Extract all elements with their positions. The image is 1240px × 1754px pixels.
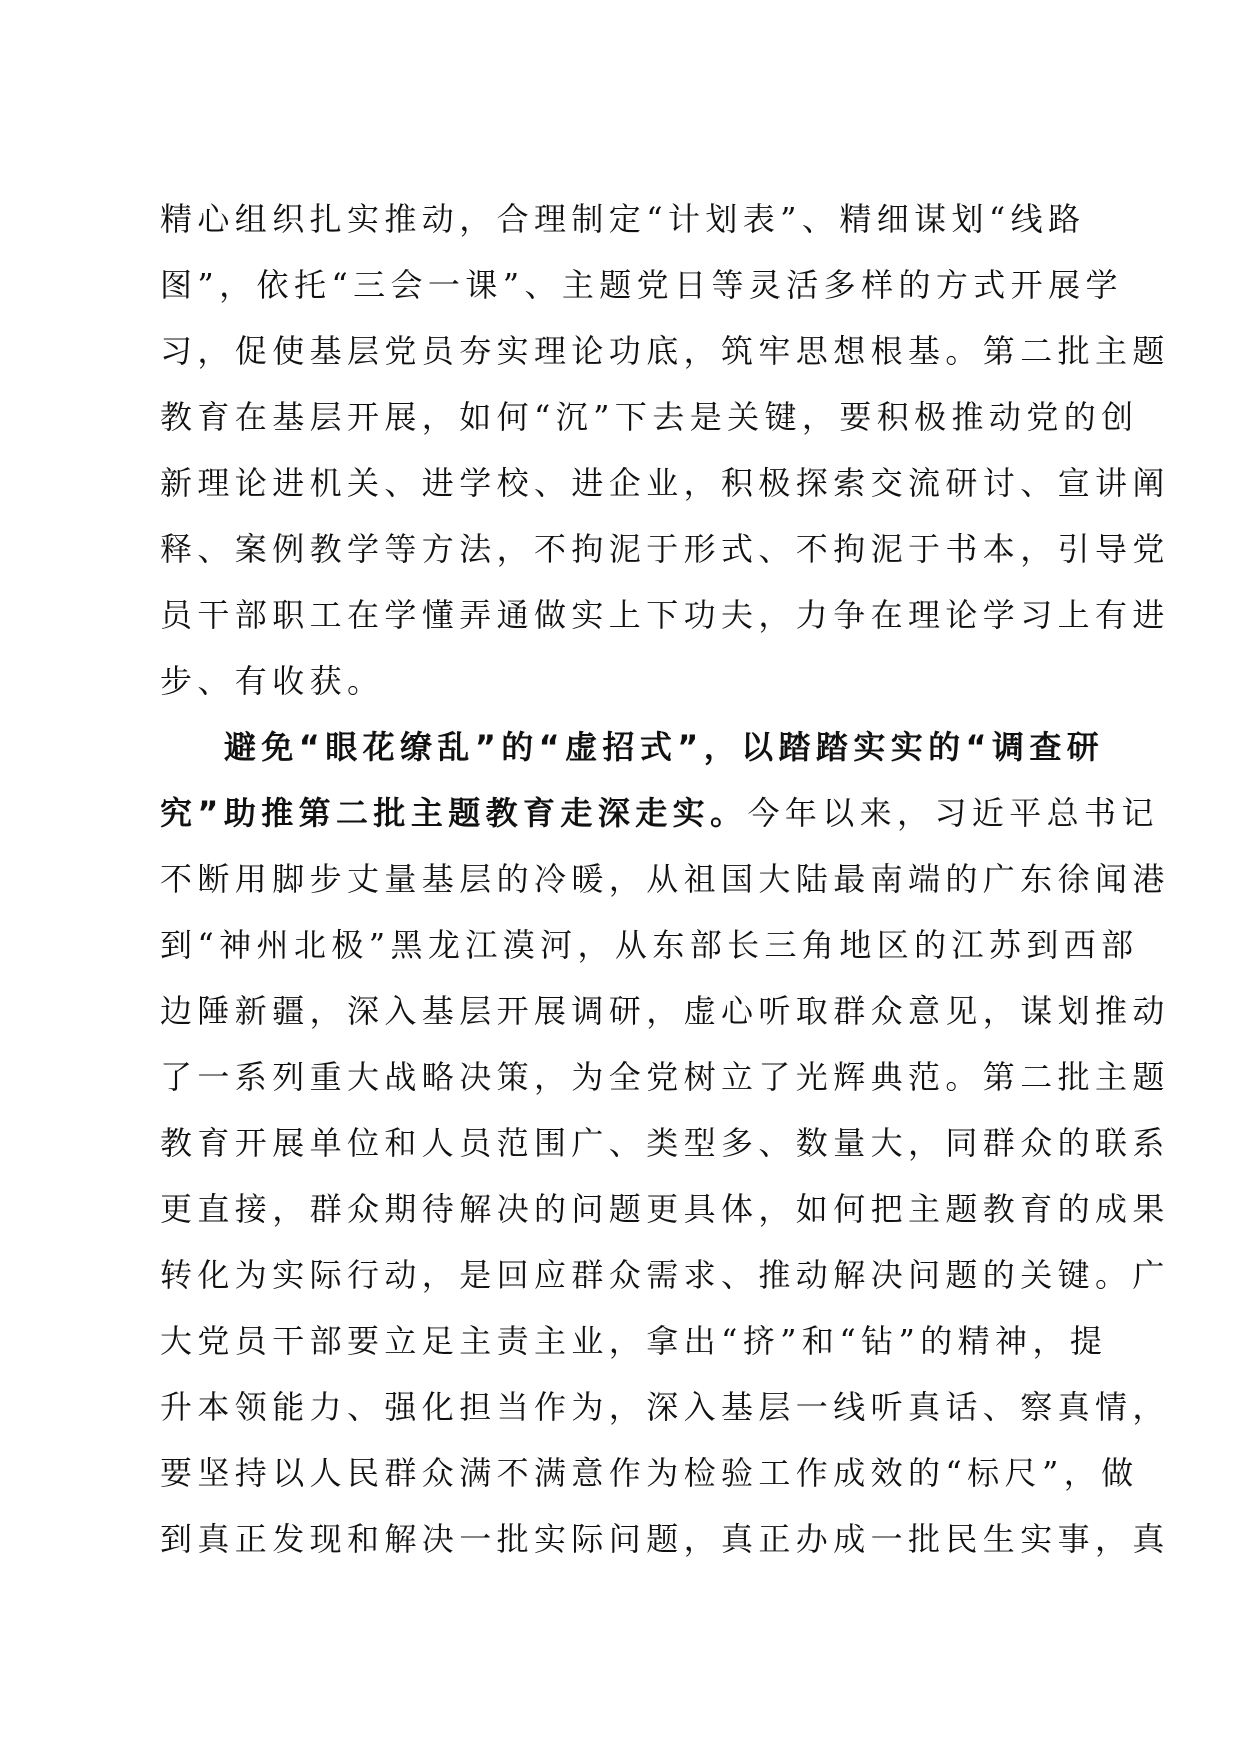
text-line: 了一系列重大战略决策，为全党树立了光辉典范。第二批主题 [160, 1058, 1170, 1096]
heading-lead-in: 究”助推第二批主题教育走深走实。 [160, 794, 748, 832]
text-line: 步、有收获。 [160, 662, 385, 700]
text-line: 大党员干部要立足主责主业，拿出“挤”和“钻”的精神，提 [160, 1322, 1108, 1360]
text-line: 升本领能力、强化担当作为，深入基层一线听真话、察真情， [160, 1388, 1170, 1426]
text-line: 习，促使基层党员夯实理论功底，筑牢思想根基。第二批主题 [160, 332, 1170, 370]
text-line: 员干部职工在学懂弄通做实上下功夫，力争在理论学习上有进 [160, 596, 1170, 634]
text-line: 精心组织扎实推动，合理制定“计划表”、精细谋划“线路 [160, 200, 1086, 238]
heading-lead-in: 避免“眼花缭乱”的“虚招式”，以踏踏实实的“调查研 [224, 728, 1105, 766]
text-line: 到真正发现和解决一批实际问题，真正办成一批民生实事，真 [160, 1520, 1170, 1558]
paragraph-1 [160, 186, 1170, 714]
text-line: 更直接，群众期待解决的问题更具体，如何把主题教育的成果 [160, 1190, 1170, 1228]
paragraph-2 [160, 714, 1170, 1572]
text-line: 转化为实际行动，是回应群众需求、推动解决问题的关键。广 [160, 1256, 1170, 1294]
text-line [160, 714, 1105, 780]
text-line: 图”，依托“三会一课”、主题党日等灵活多样的方式开展学 [160, 266, 1123, 304]
text-line: 新理论进机关、进学校、进企业，积极探索交流研讨、宣讲阐 [160, 464, 1170, 502]
text-line: 到“神州北极”黑龙江漠河，从东部长三角地区的江苏到西部 [160, 926, 1139, 964]
text-line: 边陲新疆，深入基层开展调研，虚心听取群众意见，谋划推动 [160, 992, 1170, 1030]
body-text [160, 186, 1170, 1572]
text-line: 教育开展单位和人员范围广、类型多、数量大，同群众的联系 [160, 1124, 1170, 1162]
text-line [160, 780, 1159, 846]
text-line: 不断用脚步丈量基层的冷暖，从祖国大陆最南端的广东徐闻港 [160, 860, 1170, 898]
text-run: 今年以来，习近平总书记 [747, 794, 1159, 832]
text-line: 释、案例教学等方法，不拘泥于形式、不拘泥于书本，引导党 [160, 530, 1170, 568]
text-line: 要坚持以人民群众满不满意作为检验工作成效的“标尺”，做 [160, 1454, 1139, 1492]
text-line: 教育在基层开展，如何“沉”下去是关键，要积极推动党的创 [160, 398, 1139, 436]
